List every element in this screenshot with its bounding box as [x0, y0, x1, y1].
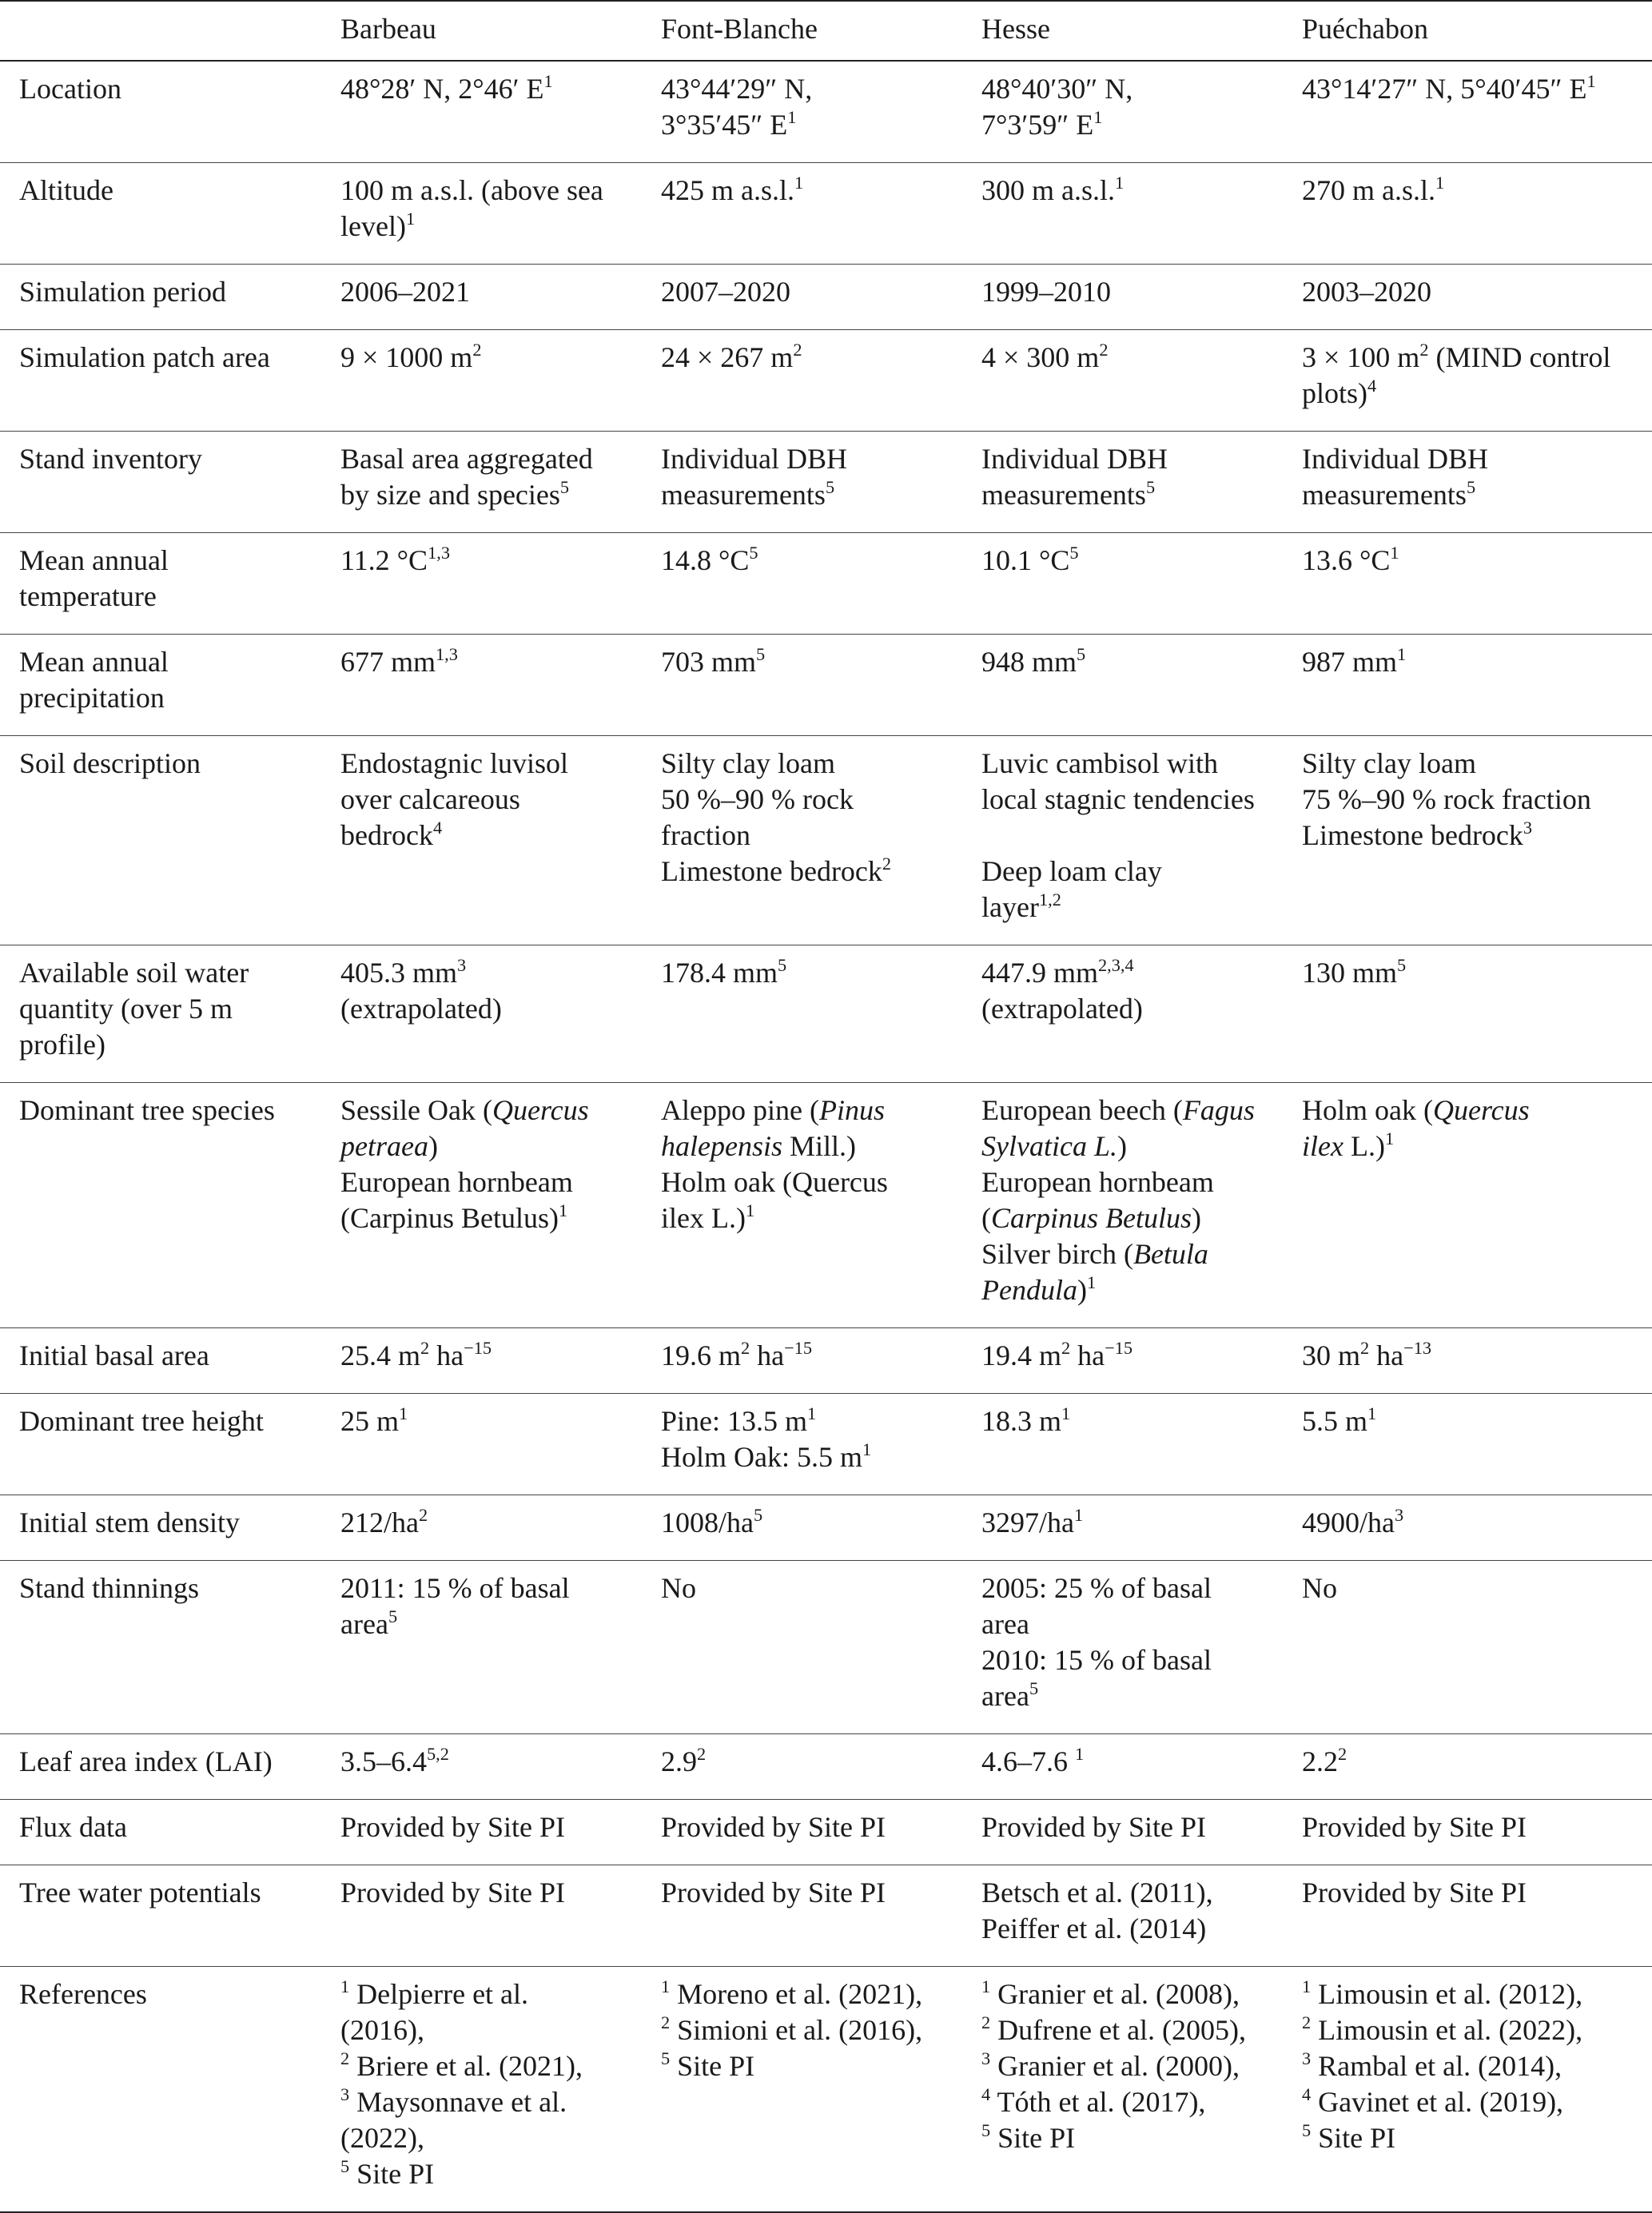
table-cell: 987 $mm^1$	[1283, 635, 1652, 736]
table-row	[0, 635, 1652, 736]
table-row	[0, 330, 1652, 432]
table-cell: Provided by Site PI	[321, 1865, 642, 1967]
table-cell: 3.5–6.4$^{5,2}$	[321, 1734, 642, 1800]
table-cell: 2003–2020	[1283, 265, 1652, 330]
table-cell: Pine: 13.5 $m^1$ Holm Oak: 5.5 $m^1$	[642, 1394, 962, 1495]
header-barbeau: Barbeau	[321, 1, 642, 61]
row-label: Tree water potentials	[0, 1865, 321, 1967]
table-cell: 14.8 $^\circ C^5$	[642, 533, 962, 635]
table-row	[0, 736, 1652, 945]
table-row	[0, 61, 1652, 163]
header-font-blanche: Font-Blanche	[642, 1, 962, 61]
table-cell: 2007–2020	[642, 265, 962, 330]
table-cell: Betsch et al. (2011), Peiffer et al. (2014)	[962, 1865, 1283, 1967]
table-cell: No	[1283, 1561, 1652, 1734]
row-label: References	[0, 1967, 321, 2213]
row-label: Mean annual temperature	[0, 533, 321, 635]
table-row	[0, 1967, 1652, 2213]
row-label: Altitude	[0, 163, 321, 265]
row-label: Stand inventory	[0, 432, 321, 533]
table-cell: 19.6 $m^2$ $ha^{-15}$	[642, 1328, 962, 1394]
table-row	[0, 432, 1652, 533]
table-cell: 270 m a.s.l.$^1$	[1283, 163, 1652, 265]
table-cell: 405.3 $mm^3$ (extrapolated)	[321, 945, 642, 1083]
table-cell: Individual DBH measurements$^5$	[962, 432, 1283, 533]
table-cell: Provided by Site PI	[962, 1800, 1283, 1865]
table-cell: 43°44′29″ N, 3°35′45″ $E^1$	[642, 61, 962, 163]
table-cell: 703 $mm^5$	[642, 635, 962, 736]
table-cell: 25 $m^1$	[321, 1394, 642, 1495]
table-cell: 25.4 $m^2$ $ha^{-15}$	[321, 1328, 642, 1394]
table-cell: Provided by Site PI	[1283, 1865, 1652, 1967]
table-cell: European beech (Fagus Sylvatica L.) European hornbeam (Carpinus Betulus) Silver birch (Betula Pendula)$^1$	[962, 1083, 1283, 1328]
row-label: Dominant tree height	[0, 1394, 321, 1495]
table-row	[0, 945, 1652, 1083]
table-cell: Provided by Site PI	[1283, 1800, 1652, 1865]
table-cell: 11.2 $^\circ C^{1,3}$	[321, 533, 642, 635]
table-row	[0, 1495, 1652, 1561]
table-row	[0, 1083, 1652, 1328]
row-label: Leaf area index (LAI)	[0, 1734, 321, 1800]
table-row	[0, 533, 1652, 635]
table-cell: Sessile Oak (Quercus petraea) European hornbeam (Carpinus Betulus)$^1$	[321, 1083, 642, 1328]
table-row	[0, 163, 1652, 265]
row-label: Initial stem density	[0, 1495, 321, 1561]
header-empty	[0, 1, 321, 61]
row-label: Location	[0, 61, 321, 163]
table-cell: Silty clay loam 50 %–90 % rock fraction Limestone bedrock$^2$	[642, 736, 962, 945]
row-label: Simulation patch area	[0, 330, 321, 432]
table-cell: 18.3 $m^1$	[962, 1394, 1283, 1495]
table-cell: $^1$ Moreno et al. (2021), $^2$ Simioni et al. (2016), $^5$ Site PI	[642, 1967, 962, 2213]
table-cell: 4.6–7.6 $^1$	[962, 1734, 1283, 1800]
table-cell: 10.1 $^\circ C^5$	[962, 533, 1283, 635]
header-puechabon: Puéchabon	[1283, 1, 1652, 61]
table-cell: Individual DBH measurements$^5$	[1283, 432, 1652, 533]
table-cell: $212/ha^2$	[321, 1495, 642, 1561]
table-cell: $1008/ha^5$	[642, 1495, 962, 1561]
table-cell: 24 × 267 $m^2$	[642, 330, 962, 432]
table-cell: 2005: 25 % of basal area 2010: 15 % of basal area$^5$	[962, 1561, 1283, 1734]
row-label: Dominant tree species	[0, 1083, 321, 1328]
table-cell: Holm oak (Quercus ilex L.)$^1$	[1283, 1083, 1652, 1328]
table-cell: Luvic cambisol with local stagnic tendencies Deep loam clay layer$^{1,2}$	[962, 736, 1283, 945]
table-cell: 300 m a.s.l.$^1$	[962, 163, 1283, 265]
table-cell: 9 × 1000 $m^2$	[321, 330, 642, 432]
table-row	[0, 1328, 1652, 1394]
table-cell: $3297/ha^1$	[962, 1495, 1283, 1561]
row-label: Available soil water quantity (over 5 m profile)	[0, 945, 321, 1083]
table-row	[0, 1561, 1652, 1734]
table-cell: 2011: 15 % of basal area$^5$	[321, 1561, 642, 1734]
table-cell: Provided by Site PI	[642, 1865, 962, 1967]
table-row	[0, 1865, 1652, 1967]
table-cell: Aleppo pine (Pinus halepensis Mill.) Holm oak (Quercus ilex L.)$^1$	[642, 1083, 962, 1328]
table-cell: 425 m a.s.l.$^1$	[642, 163, 962, 265]
table-cell: No	[642, 1561, 962, 1734]
table-cell: 3 × 100 $m^2$ (MIND control plots)$^4$	[1283, 330, 1652, 432]
table-cell: 178.4 $mm^5$	[642, 945, 962, 1083]
table-cell: 677 mm$^{1,3}$	[321, 635, 642, 736]
table-cell: 43°14′27″ N, 5°40′45″ $E^1$	[1283, 61, 1652, 163]
table-cell: 130 $mm^5$	[1283, 945, 1652, 1083]
header-hesse: Hesse	[962, 1, 1283, 61]
table-cell: $^1$ Granier et al. (2008), $^2$ Dufrene et al. (2005), $^3$ Granier et al. (2000), $^4$ Tóth et al. (2017), $^5$ Site PI	[962, 1967, 1283, 2213]
row-label: Initial basal area	[0, 1328, 321, 1394]
table-cell: 13.6 $^\circ C^1$	[1283, 533, 1652, 635]
table-cell: 447.9 mm$^{2,3,4}$ (extrapolated)	[962, 945, 1283, 1083]
table-cell: $^1$ Limousin et al. (2012), $^2$ Limousin et al. (2022), $^3$ Rambal et al. (2014), $^4$ Gavinet et al. (2019), $^5$ Site PI	[1283, 1967, 1652, 2213]
table-row	[0, 1394, 1652, 1495]
table-cell: 30 $m^2$ $ha^{-13}$	[1283, 1328, 1652, 1394]
table-cell: $4900/ha^3$	[1283, 1495, 1652, 1561]
table-cell: Provided by Site PI	[642, 1800, 962, 1865]
table-cell: 19.4 $m^2$ $ha^{-15}$	[962, 1328, 1283, 1394]
table-cell: Provided by Site PI	[321, 1800, 642, 1865]
table-cell: 48°40′30″ N, 7°3′59″ $E^1$	[962, 61, 1283, 163]
table-cell: Individual DBH measurements$^5$	[642, 432, 962, 533]
table-cell: Basal area aggregated by size and species$^5$	[321, 432, 642, 533]
table-row	[0, 1734, 1652, 1800]
table-cell: 1999–2010	[962, 265, 1283, 330]
table-cell: 48°28′ N, 2°46′ $E^1$	[321, 61, 642, 163]
row-label: Simulation period	[0, 265, 321, 330]
row-label: Stand thinnings	[0, 1561, 321, 1734]
table-cell: $2.2^2$	[1283, 1734, 1652, 1800]
table-cell: 948 $mm^5$	[962, 635, 1283, 736]
table-cell: Endostagnic luvisol over calcareous bedrock$^4$	[321, 736, 642, 945]
table-cell: 4 × 300 $m^2$	[962, 330, 1283, 432]
table-row	[0, 265, 1652, 330]
table-cell: 5.5 $m^1$	[1283, 1394, 1652, 1495]
table-cell: 2006–2021	[321, 265, 642, 330]
row-label: Flux data	[0, 1800, 321, 1865]
table-cell: $^1$ Delpierre et al. (2016), $^2$ Briere et al. (2021), $^3$ Maysonnave et al. (2022), $^5$ Site PI	[321, 1967, 642, 2213]
table-cell: $2.9^2$	[642, 1734, 962, 1800]
table-cell: Silty clay loam 75 %–90 % rock fraction Limestone bedrock$^3$	[1283, 736, 1652, 945]
row-label: Soil description	[0, 736, 321, 945]
table-row	[0, 1800, 1652, 1865]
header-row	[0, 1, 1652, 61]
table-cell: 100 m a.s.l. (above sea level)$^1$	[321, 163, 642, 265]
row-label: Mean annual precipitation	[0, 635, 321, 736]
